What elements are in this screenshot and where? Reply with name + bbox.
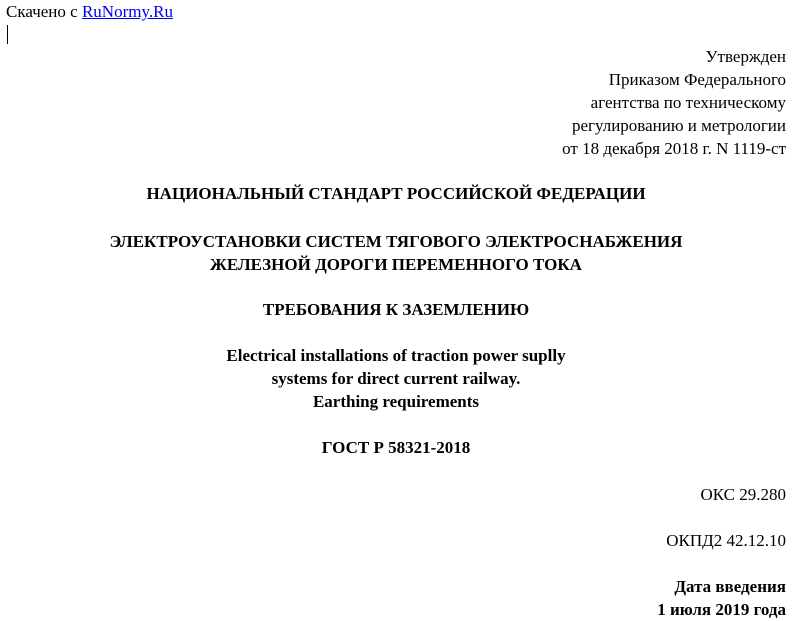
- title-en-line: Earthing requirements: [312, 392, 480, 411]
- title-en: [0, 344, 792, 413]
- approval-line: Утвержден: [705, 47, 786, 66]
- approval-line: Приказом Федерального: [608, 70, 786, 89]
- approval-line: от 18 декабря 2018 г. N 1119-ст: [562, 139, 786, 158]
- title-en-line: systems for direct current railway.: [271, 369, 521, 388]
- title-ru-line: ЖЕЛЕЗНОЙ ДОРОГИ ПЕРЕМЕННОГО ТОКА: [210, 255, 582, 274]
- effective-date-value: 1 июля 2019 года: [657, 600, 786, 619]
- title-ru-line: ЭЛЕКТРОУСТАНОВКИ СИСТЕМ ТЯГОВОГО ЭЛЕКТРОСНАБЖЕНИЯ: [109, 232, 683, 251]
- oks-code: ОКС 29.280: [700, 485, 786, 504]
- download-source-line: [6, 1, 173, 23]
- title-ru: [0, 230, 792, 276]
- okpd2-code: ОКПД2 42.12.10: [666, 531, 786, 550]
- approval-line: регулированию и метрологии: [571, 116, 786, 135]
- effective-date-block: [657, 575, 786, 621]
- text-cursor: [7, 25, 8, 44]
- subtitle-ru: ТРЕБОВАНИЯ К ЗАЗЕМЛЕНИЮ: [262, 300, 530, 319]
- approval-line: агентства по техническому: [590, 93, 786, 112]
- standard-heading: НАЦИОНАЛЬНЫЙ СТАНДАРТ РОССИЙСКОЙ ФЕДЕРАЦИИ: [146, 184, 646, 203]
- title-en-line: Electrical installations of traction power suplly: [226, 346, 566, 365]
- runormy-link[interactable]: RuNormy.Ru: [81, 2, 173, 21]
- approval-block: [386, 45, 786, 160]
- standard-code: ГОСТ Р 58321-2018: [321, 438, 471, 457]
- effective-date-label: Дата введения: [674, 577, 786, 596]
- download-prefix: Скачено с: [6, 2, 82, 21]
